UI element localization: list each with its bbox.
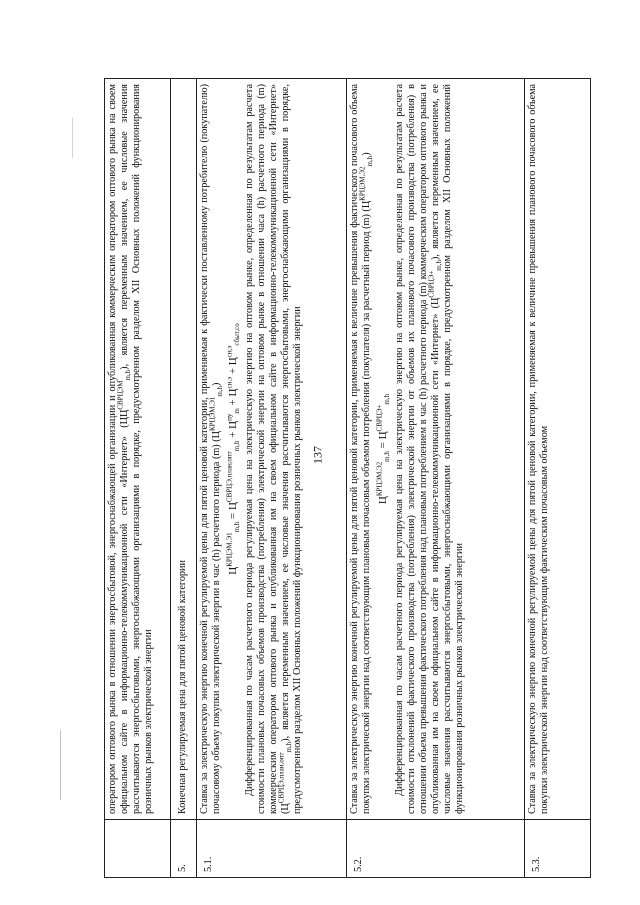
row-description: Дифференцированная по часам расчетного периода регулируемая цена на электрическую энергию на оптовом рынке, определенная по результатам расчета стоимости плановых почасовых объемов производства (потребления) электрической энергии на оптовом рынке в отношении часа (h) расчетного периода (m) коммерческим оператором оптового рынка и опубликованная им на своем официальном сайте в информационно-телекоммуникационной сети «Интернет» $(Ц^{СВРЦЭ,план,опт}_{m,h})$, является переменным значением, ее числовые значения рассчитываются энергосбытовыми, энергоснабжающими организациями в порядке, предусмотренном разделом XII Основных положений функционирования розничных рынков электрической энергии <box>244 84 304 814</box>
rotated-table-wrapper <box>104 78 591 878</box>
tariff-table <box>104 78 591 878</box>
formula: $Ц^{КРЦЭМ,Э2}_{m,h} = Ц^{СВРЦЭ+}_{m,h}$ <box>375 393 392 505</box>
row-content <box>197 79 347 820</box>
table-row <box>525 79 591 878</box>
table-row <box>347 79 525 878</box>
formula: $Ц^{КРЦЭМ,Э1}_{m,h} = Ц^{СВРЦЭ,план,опт}_{m,h} + Ц^{пу}_m + Ц^{сн,э} + Ц^{сн,э}_{сбыт,со}$ <box>225 323 242 575</box>
row-description: Дифференцированная по часам расчетного периода регулируемая цена на электрическую энергию на оптовом рынке, определенная по результатам расчета стоимости отклонений фактического производства (потребления) электрической энергии от объемов их планового почасового производства (потребления) в отношении объема превышения фактического потребления над плановым потреблением в час (h) расчетного периода (m) коммерческим оператором оптового рынка и опубликованная им на своем официальном сайте в информационно-телекоммуникационной сети «Интернет» $(Ц^{СВРЦЭ+}_{m,h})$, является переменным значением, ее числовые значения рассчитываются энергосбытовыми, энергоснабжающими организациями в порядке, предусмотренном разделом XII Основных положений функционирования розничных рынков электрической энергии <box>394 83 466 814</box>
row-heading: Ставка за электрическую энергию конечной регулируемой цены для пятой ценовой категории, применяемая к величине превышения фактического почасового объема покупки электрической энергии над соответствующим плановым почасовым объемом потребления (покупателя) за расчетный период (m) $(Ц^{КРЦЭМ,Э2}_{m,h})$ <box>349 84 375 814</box>
table-row <box>197 79 347 878</box>
section-title: Конечная регулируемая цена для пятой ценовой категории <box>171 79 197 820</box>
row-content <box>347 79 525 820</box>
row-content <box>105 79 171 820</box>
row-number: 5.3. <box>525 820 591 878</box>
price-symbol: Ц <box>119 409 131 418</box>
row-number: 5.1. <box>197 820 347 878</box>
page-number: 137 <box>310 446 325 464</box>
scan-artifact <box>60 730 61 800</box>
row-heading: Ставка за электрическую энергию конечной регулируемой цены для пятой ценовой категории, применяемая к фактически поставленному потребителю (покупателю) почасовому объему покупки электрической энергии в час (h) расчетного периода (m) $(Ц^{КРЦЭМ,Э1}_{m,h})$ <box>199 84 225 814</box>
row-text: оператором оптового рынка в отношении энергосбытовой, энергоснабжающей организации и опубликованная коммерческим оператором оптового рынка на своем официальном сайте в информационно-телекоммуникационной сети «Интернет» $(ЦЦ^{СВРЦЭМ}_{m,h})$, является переменным значением, ее числовые значения рассчитываются энергосбытовыми, энергоснабжающими организациями в порядке, предусмотренном разделом XII Основных положений функционирования розничных рынков электрической энергии <box>107 84 155 814</box>
table-row <box>105 79 171 878</box>
row-number: 5. <box>171 820 197 878</box>
row-number <box>105 820 171 878</box>
row-number: 5.2. <box>347 820 525 878</box>
table-row <box>171 79 197 878</box>
row-content: Ставка за электрическую энергию конечной регулируемой цены для пятой ценовой категории, применяемая к величине превышения планового почасового объема покупки электрической энергии над соответствующим фактическим почасовым объемом <box>525 79 591 820</box>
scan-artifact <box>72 118 73 158</box>
